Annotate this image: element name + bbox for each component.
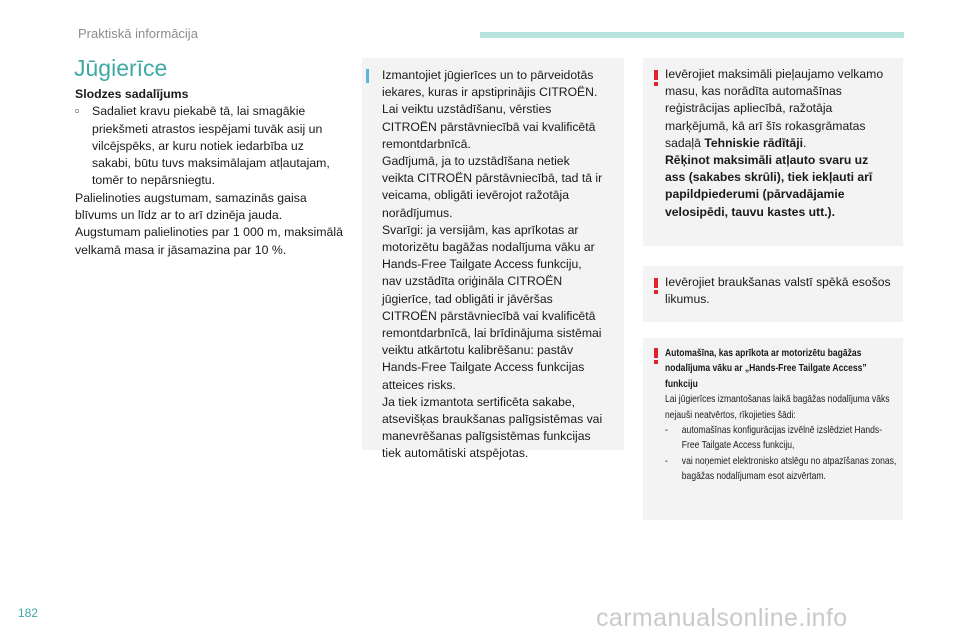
dash-mark: -	[665, 455, 668, 467]
header-bar	[480, 32, 904, 38]
info-box	[362, 58, 624, 461]
load-distribution-heading: Slodzes sadalījums	[75, 87, 189, 101]
info-icon	[366, 69, 374, 83]
section-header: Praktiskā informācija	[78, 26, 198, 41]
warning-exclamation-icon	[651, 70, 661, 86]
page-number: 182	[18, 606, 39, 620]
warning-box-tailgate	[643, 338, 903, 520]
text-column	[75, 86, 345, 259]
technical-data-reference: Tehniskie rādītāji	[704, 135, 803, 150]
warning-text	[665, 346, 897, 485]
altitude-paragraph: Palielinoties augstumam, samazinās gaisa blīvums un līdz ar to arī dzinēja jauda. Augstumam palielinoties par 1 000 m, maksimālā velkamā masa ir jāsamazina par 10 %.	[75, 190, 343, 257]
list-item-text: automašīnas konfigurācijas izvēlnē izslēdziet Hands-Free Tailgate Access funkciju,	[681, 425, 883, 452]
watermark: carmanualsonline.info	[596, 604, 848, 632]
list-item	[665, 423, 897, 454]
warning-bold-text: Rēķinot maksimāli atļauto svaru uz ass (sakabes skrūli), tiek iekļauti arī papildpiederumi (pārvadājamie velosipēdi, tauvu kastes utt.).	[665, 153, 873, 219]
bullet-square-icon: ▫	[75, 104, 80, 119]
warning-text: Ievērojiet braukšanas valstī spēkā esošos likumus.	[665, 275, 891, 307]
warning-text	[665, 66, 891, 221]
warning-body: Lai jūgierīces izmantošanas laikā bagāžas nodalījuma vāks nejauši neatvērtos, rīkojieties šādi:	[665, 394, 890, 421]
warning-text-part: Ievērojiet maksimāli pieļaujamo velkamo masu, kas norādīta automašīnas reģistrācijas apliecībā, ražotāja marķējumā, kā arī šīs rokasgrāmatas sadaļā	[665, 67, 884, 150]
warning-exclamation-icon	[651, 278, 661, 294]
warning-exclamation-icon	[651, 348, 661, 364]
info-text: Izmantojiet jūgierīces un to pārveidotās iekares, kuras ir apstiprinājis CITROËN. Lai veiktu uzstādīšanu, vērsties CITROËN pārstāvniecībā vai kvalificētā remontdarbnīcā. Gadījumā, ja to uzstādīšana netiek veikta CITROËN pārstāvniecībā, tad tā ir veicama, obligāti ievērojot ražotāja norādījumus. Svarīgi: ja versijām, kas aprīkotas ar motorizētu bagāžas nodalījuma vāku ar Hands-Free Tailgate Access funkciju, nav uzstādīta oriģināla CITROËN jūgierīce, tad obligāti ir jāvēršas CITROËN pārstāvniecībā vai kvalificētā remontdarbnīcā, lai brīdinājuma sistēmai veiktu atkārtotu kalibrēšanu: pastāv Hands-Free Tailgate Access funkcijas atteices risks. Ja tiek izmantota sertificēta sakabe, atsevišķas braukšanas palīgsistēmas vai manevrēšanas palīgsistēmas funkcijas tiek automātiski atspējotas.	[382, 68, 603, 461]
warning-box-laws	[643, 266, 903, 322]
page-title: Jūgierīce	[74, 55, 168, 81]
list-item-text: vai noņemiet elektronisko atslēgu no atpazīšanas zonas, bagāžas nodalījumam esot aizvērtam.	[681, 455, 897, 483]
list-item	[665, 454, 897, 485]
bullet-text: Sadaliet kravu piekabē tā, lai smagākie priekšmeti atrastos iespējami tuvāk asij un vilcējspēks, ar kuru notiek iedarbība uz sakabi, būtu tuvs maksimālajam atļautajam, tomēr to nepārsniegtu.	[92, 104, 330, 188]
bullet-item	[75, 103, 345, 189]
warning-title: Automašīna, kas aprīkota ar motorizētu bagāžas nodalījuma vāku ar „Hands-Free Tailgate Access” funkciju	[665, 348, 867, 390]
warning-text-period: .	[802, 135, 807, 150]
warning-box-weight	[643, 58, 903, 246]
dash-mark: -	[665, 425, 668, 437]
